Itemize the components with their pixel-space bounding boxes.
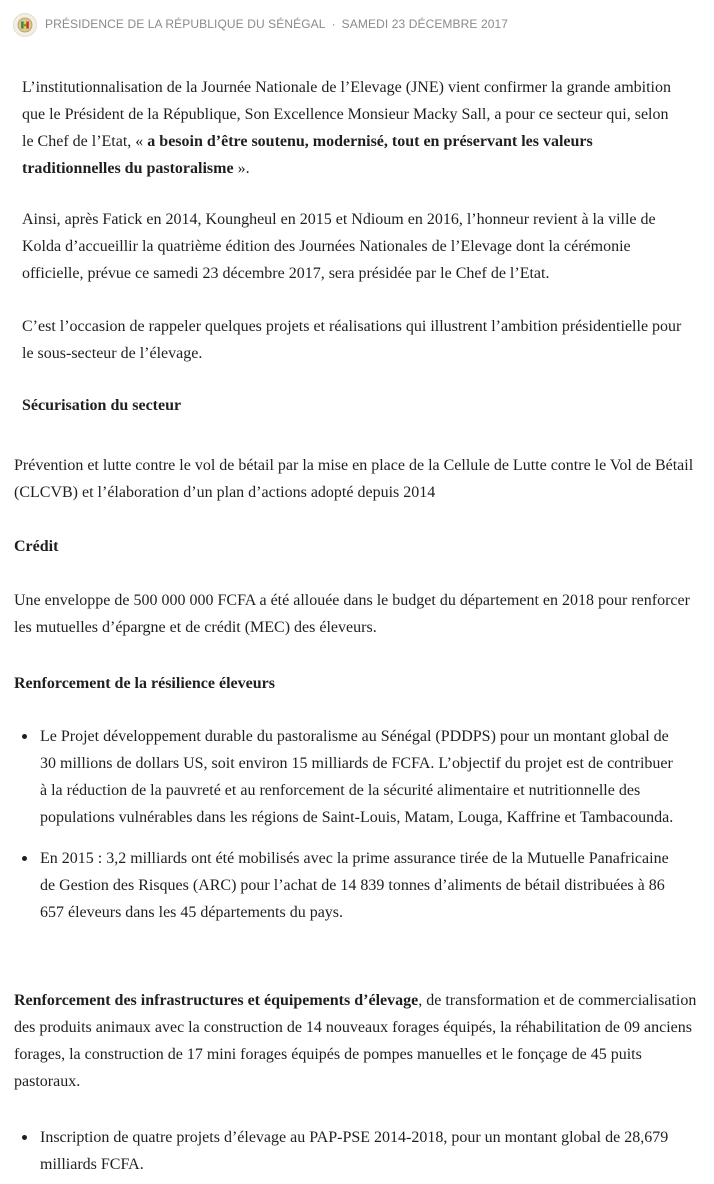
heading-credit: Crédit	[14, 538, 59, 555]
infrastructure-heading: Renforcement des infrastructures et équipements d’élevage	[14, 992, 419, 1009]
intro-text: L’institutionnalisation de la Journée Nationale de l’Elevage (JNE) vient confirmer la grande ambition que le Président de la République, Son Excellence Monsieur Macky Sall, a pour ce secteur qui, selon le Chef de l’Etat, «	[22, 79, 671, 150]
list-item: Le Projet développement durable du pastoralisme au Sénégal (PDDPS) pour un montant global de 30 millions de dollars US, soit environ 15 milliards de FCFA. L’objectif du projet est de contribuer à la réduction de la pauvreté et au renforcement de la sécurité alimentaire et nutritionnelle des populations vulnérables dans les régions de Saint-Louis, Matam, Louga, Kaffrine et Tambacounda.	[0, 723, 680, 831]
kolda-paragraph: Ainsi, après Fatick en 2014, Koungheul en 2015 et Ndioum en 2016, l’honneur revient à la ville de Kolda d’accueillir la quatrième édition des Journées Nationales de l’Elevage dont la cérémonie officielle, prévue ce samedi 23 décembre 2017, sera présidée par le Chef de l’Etat.	[22, 211, 656, 282]
heading-resilience: Renforcement de la résilience éleveurs	[14, 675, 275, 692]
infrastructure-text: , de transformation et de commercialisation des produits animaux avec la construction de 14 nouveaux forages équipés, la réhabilitation de 09 anciens forages, la construction de 17 mini forages équipés de pompes manuelles et le fonçage de 45 puits pastoraux.	[14, 992, 697, 1090]
meta-separator: ·	[331, 17, 336, 31]
infrastructure-paragraph	[14, 987, 704, 1095]
infrastructure-list	[0, 1124, 714, 1178]
article-header	[0, 0, 714, 50]
credit-paragraph: Une enveloppe de 500 000 000 FCFA a été allouée dans le budget du département en 2018 pour renforcer les mutuelles d’épargne et de crédit (MEC) des éleveurs.	[14, 592, 690, 636]
senegal-seal-icon[interactable]	[13, 13, 37, 37]
heading-securisation: Sécurisation du secteur	[22, 397, 182, 414]
resilience-list	[0, 723, 714, 926]
source-link[interactable]: PRÉSIDENCE DE LA RÉPUBLIQUE DU SÉNÉGAL	[45, 17, 326, 31]
ambition-paragraph: C’est l’occasion de rappeler quelques projets et réalisations qui illustrent l’ambition présidentielle pour le sous-secteur de l’élevage.	[22, 318, 682, 362]
list-item: Inscription de quatre projets d’élevage au PAP-PSE 2014-2018, pour un montant global de 28,679 milliards FCFA.	[0, 1124, 680, 1178]
article-meta	[45, 17, 508, 31]
intro-quote: a besoin d’être soutenu, modernisé, tout en préservant les valeurs traditionnelles du pastoralisme	[22, 133, 593, 177]
securisation-paragraph: Prévention et lutte contre le vol de bétail par la mise en place de la Cellule de Lutte contre le Vol de Bétail (CLCVB) et l’élaboration d’un plan d’actions adopté depuis 2014	[14, 457, 694, 501]
intro-end: ».	[233, 160, 250, 177]
list-item: En 2015 : 3,2 milliards ont été mobilisés avec la prime assurance tirée de la Mutuelle Panafricaine de Gestion des Risques (ARC) pour l’achat de 14 839 tonnes d’aliments de bétail distribuées à 86 657 éleveurs dans les 45 départements du pays.	[0, 845, 680, 926]
intro-paragraph	[22, 74, 682, 182]
publish-date: SAMEDI 23 DÉCEMBRE 2017	[341, 17, 509, 31]
